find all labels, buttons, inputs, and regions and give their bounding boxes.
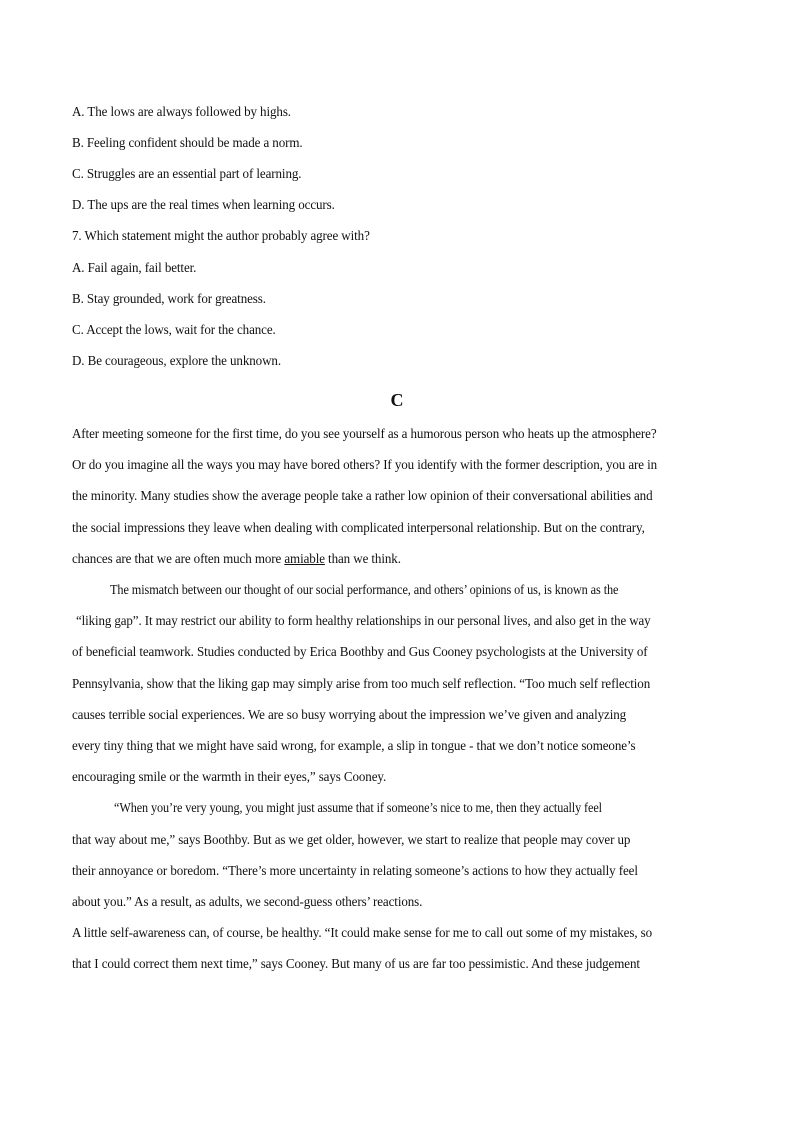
passage-p1-line: Or do you imagine all the ways you may have bored others? If you identify with the former description, you are in: [72, 457, 658, 472]
section-heading: C: [390, 390, 404, 410]
q7-option-c: C. Accept the lows, wait for the chance.: [72, 322, 276, 337]
passage-p1-line-last: [72, 550, 724, 568]
q7-option-b: B. Stay grounded, work for greatness.: [72, 291, 266, 306]
passage-p4-line: that I could correct them next time,” says Cooney. But many of us are far too pessimistic. And these judgement: [72, 956, 640, 971]
q6-option-d: D. The ups are the real times when learning occurs.: [72, 197, 335, 212]
passage-p1-line: After meeting someone for the first time, do you see yourself as a humorous person who heats up the atmosphere?: [72, 426, 657, 441]
passage-p1-line: the social impressions they leave when dealing with complicated interpersonal relationship. But on the contrary,: [72, 520, 645, 535]
q6-option-a: A. The lows are always followed by highs.: [72, 104, 291, 119]
underlined-word: amiable: [284, 551, 325, 566]
q7-option-d: D. Be courageous, explore the unknown.: [72, 353, 281, 368]
passage-p2-line: The mismatch between our thought of our social performance, and others’ opinions of us, is known as the: [110, 582, 619, 597]
passage-p2-line: “liking gap”. It may restrict our ability to form healthy relationships in our personal lives, and also get in the way: [76, 613, 651, 628]
passage-p4-line: A little self-awareness can, of course, be healthy. “It could make sense for me to call out some of my mistakes, so: [72, 925, 653, 940]
passage-p3-line: their annoyance or boredom. “There’s more uncertainty in relating someone’s actions to how they actually feel: [72, 863, 638, 878]
passage-p3-line: that way about me,” says Boothby. But as we get older, however, we start to realize that people may cover up: [72, 832, 631, 847]
q6-option-b: B. Feeling confident should be made a norm.: [72, 135, 303, 150]
p1-text-after: than we think.: [324, 551, 401, 566]
q7-option-a: A. Fail again, fail better.: [72, 260, 197, 275]
passage-p3-line: “When you’re very young, you might just assume that if someone’s nice to me, then they actually feel: [114, 800, 602, 815]
passage-p2-line: encouraging smile or the warmth in their eyes,” says Cooney.: [72, 769, 387, 784]
passage-p2-line: every tiny thing that we might have said wrong, for example, a slip in tongue - that we don’t notice someone’s: [72, 738, 636, 753]
p1-text-before: chances are that we are often much more: [72, 551, 285, 566]
passage-p1-line: the minority. Many studies show the average people take a rather low opinion of their conversational abilities and: [72, 488, 653, 503]
passage-p2-line: Pennsylvania, show that the liking gap may simply arise from too much self reflection. “Too much self reflection: [72, 676, 651, 691]
passage-p3-line: about you.” As a result, as adults, we second-guess others’ reactions.: [72, 894, 423, 909]
passage-p2-line: of beneficial teamwork. Studies conducted by Erica Boothby and Gus Cooney psychologists at the University of: [72, 644, 648, 659]
passage-p2-line: causes terrible social experiences. We are so busy worrying about the impression we’ve given and analyzing: [72, 707, 627, 722]
q7-stem: 7. Which statement might the author probably agree with?: [72, 228, 370, 243]
q6-option-c: C. Struggles are an essential part of learning.: [72, 166, 302, 181]
